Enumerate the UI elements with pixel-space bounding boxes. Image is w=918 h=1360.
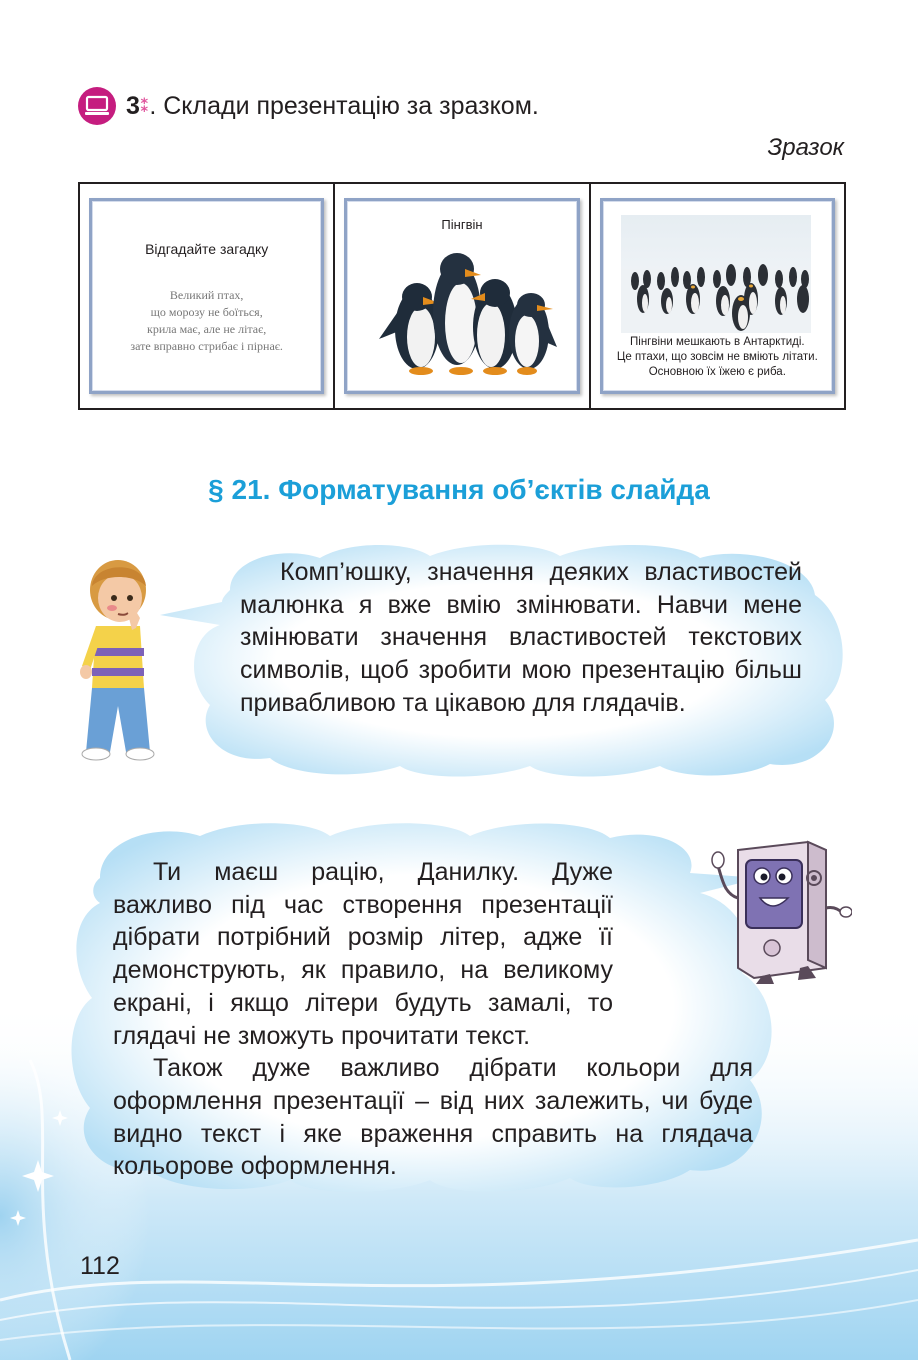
computer-speech-paragraph-2: Також дуже важливо дібрати кольори для оформлення презентації – від них залежить, чи буде видно текст і яке враження справить на глядача кольорове оформлення.	[113, 1054, 753, 1181]
boy-speech-text: Комп’юшку, значення деяких властивостей малюнка я вже вмію змінювати. Навчи мене змінювати значення властивостей текстових символів, щоб зробити мою презентацію більш привабливою та цікавою для глядачів.	[240, 558, 802, 717]
slide-facts	[600, 198, 835, 394]
computer-speech-paragraph-1: Ти маєш рацію, Данилку. Дуже важливо під час створення презентації дібрати потрібний розмір літер, адже її демонструють, як правило, на великому екрані, і якщо літери будуть замалі, то глядачі не зможуть прочитати текст.	[113, 858, 613, 1050]
slide-facts-text: Пінгвіни мешкають в Антарктиді. Це птахи, що зовсім не вміють літати. Основною їх їжею є риба.	[616, 336, 818, 378]
task-heading	[78, 86, 539, 126]
text-wrap-spacer	[613, 856, 753, 1016]
page-number: 112	[80, 1252, 120, 1280]
task-text: . Склади презентацію за зразком.	[149, 91, 539, 120]
computer-icon	[78, 87, 116, 125]
slide-cell-3	[589, 184, 844, 408]
task-number: 3⁑	[126, 91, 150, 120]
boy-character-image	[74, 556, 166, 762]
penguins-photo-image	[621, 215, 811, 333]
task-difficulty-marker: ⁑	[139, 95, 150, 116]
slide-riddle-text: Великий птах, що морозу не боїться, крила має, але не літає, зате вправно стрибає і пірнає.	[130, 288, 283, 353]
section-title: § 21. Форматування об’єктів слайда	[208, 474, 710, 505]
slide-penguin	[344, 198, 579, 394]
slide-title: Пінгвін	[441, 217, 483, 232]
slide-riddle	[89, 198, 324, 394]
sample-slides-table	[78, 182, 846, 410]
penguins-cartoon-image	[377, 243, 557, 379]
slide-cell-1	[80, 184, 333, 408]
sample-label: Зразок	[767, 134, 844, 161]
slide-cell-2	[333, 184, 588, 408]
computer-speech-text	[113, 856, 753, 1183]
slide-title: Відгадайте загадку	[145, 241, 269, 257]
